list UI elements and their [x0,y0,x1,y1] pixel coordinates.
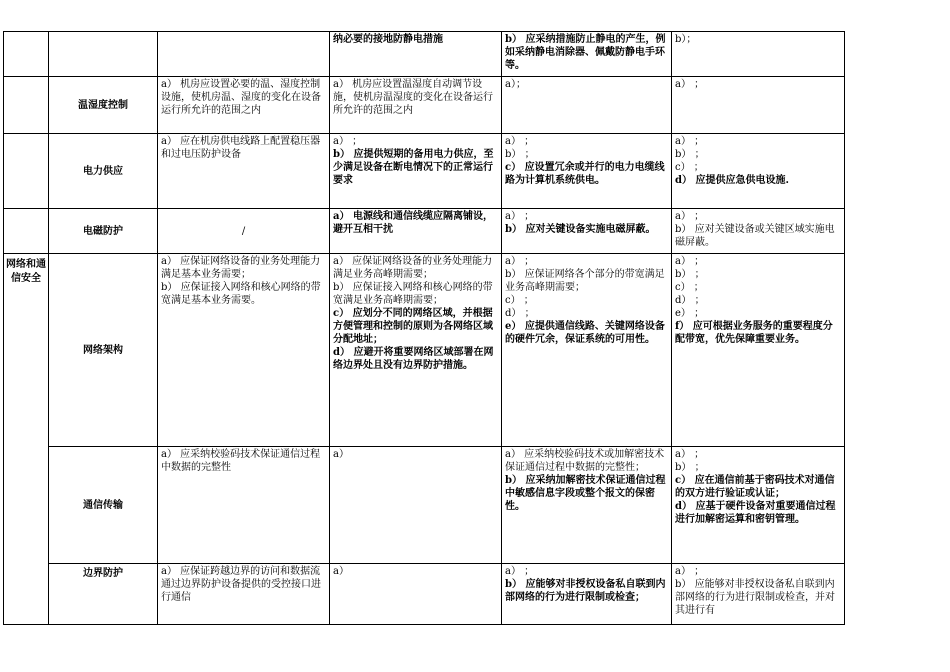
item-cell: 网络架构 [49,254,158,447]
level2-cell [330,254,502,447]
clause-text: d） 应提供应急供电设施. [675,175,789,186]
category-cell: 网络和通信安全 [4,254,49,625]
level4-cell [672,32,845,77]
clause-text: a） [333,566,349,577]
clause-text: b）； [675,34,697,45]
clause-text: d） 应避开将重要网络区域部署在网络边界处且没有边界防护措施。 [333,347,494,371]
level1-cell [158,254,330,447]
table-row [4,134,845,209]
table-row [4,254,845,447]
level3-cell [502,209,672,254]
level1-cell [158,564,330,625]
clause-text: c） 应在通信前基于密码技术对通信的双方进行验证或认证； [675,475,835,499]
table-row [4,32,845,77]
level4-cell [672,447,845,564]
clause-text: a） ； [505,211,535,222]
clause-text: d） 应基于硬件设备对重要通信过程进行加解密运算和密钥管理。 [675,501,836,525]
level2-cell [330,77,502,134]
table-row [4,209,845,254]
item-cell: 电磁防护 [49,209,158,254]
item-cell [49,32,158,77]
clause-text: d） ； [505,308,535,319]
clause-text: b） 应对关键设备或关键区域实施电磁屏蔽。 [675,224,835,248]
clause-text: a） ； [675,79,705,90]
clause-text: f） 应可根据业务服务的重要程度分配带宽，优先保障重要业务。 [675,321,833,345]
category-cell-empty [4,209,49,254]
category-cell-empty [4,77,49,134]
level1-cell [158,32,330,77]
clause-text: e） 应提供通信线路、关键网络设备的硬件冗余，保证系统的可用性。 [505,321,665,345]
clause-text: a） 机房应设置温湿度自动调节设施，使机房温湿度的变化在设备运行所允许的范围之内 [333,79,493,116]
clause-text: a） ； [505,136,535,147]
clause-text: a） ； [505,256,535,267]
level2-cell [330,447,502,564]
clause-text: c） ； [675,162,704,173]
level4-cell [672,254,845,447]
clause-text: a） 应保证网络设备的业务处理能力满足业务高峰期需要； [333,256,493,280]
clause-text: b） 应能够对非授权设备私自联到内部网络的行为进行限制或检查，并对其进行有 [675,579,835,616]
clause-text: a） ； [333,136,363,147]
level2-cell [330,564,502,625]
clause-text: a） 应保证网络设备的业务处理能力满足基本业务需要； [161,256,321,280]
level4-cell [672,77,845,134]
item-cell: 温湿度控制 [49,77,158,134]
level2-cell [330,134,502,209]
clause-text: a） ； [675,211,705,222]
clause-text: b） 应保证网络各个部分的带宽满足业务高峰期需要； [505,269,665,293]
level3-cell [502,447,672,564]
clause-text: c） ； [675,282,704,293]
table-row [4,447,845,564]
clause-text: a） 机房应设置必要的温、湿度控制设施，使机房温、湿度的变化在设备运行所允许的范围之内 [161,79,321,116]
item-cell: 边界防护 [49,564,158,625]
item-cell: 电力供应 [49,134,158,209]
clause-text: b） ； [675,462,705,473]
clause-text: c） ； [505,295,534,306]
level2-cell [330,32,502,77]
level3-cell [502,254,672,447]
security-requirements-table [3,31,845,625]
clause-text: c） 应设置冗余或并行的电力电缆线路为计算机系统供电。 [505,162,665,186]
level3-cell [502,77,672,134]
clause-text: b） 应对关键设备实施电磁屏蔽。 [505,224,656,235]
clause-text: a）； [505,79,526,90]
level4-cell [672,209,845,254]
clause-text: a） ； [675,566,705,577]
clause-text: d） ； [675,295,705,306]
level1-cell [158,209,330,254]
clause-text: e） ； [675,308,705,319]
clause-text: a） ； [675,136,705,147]
table-row [4,564,845,625]
clause-text: a） 电源线和通信线缆应隔离铺设，避开互相干扰 [333,211,493,235]
level3-cell [502,564,672,625]
level3-cell [502,32,672,77]
level1-cell [158,77,330,134]
clause-text: b） ； [505,149,535,160]
clause-text: b） ； [675,269,705,280]
clause-text: a） ； [675,449,705,460]
clause-text: a） 应采纳校验码技术或加解密技术保证通信过程中数据的完整性； [505,449,665,473]
item-cell: 通信传输 [49,447,158,564]
clause-text: b） 应能够对非授权设备私自联到内部网络的行为进行限制或检查； [505,579,666,603]
clause-text: 纳必要的接地防静电措施 [333,34,443,45]
level3-cell [502,134,672,209]
level1-cell [158,447,330,564]
clause-text: b） ； [675,149,705,160]
clause-text: b） 应采纳加解密技术保证通信过程中敏感信息字段或整个报文的保密性。 [505,475,666,512]
clause-text: a） [333,449,349,460]
clause-text: a） ； [675,256,705,267]
table-row [4,77,845,134]
clause-text: a） 应采纳校验码技术保证通信过程中数据的完整性 [161,449,321,473]
clause-text: / [241,225,246,237]
level4-cell [672,564,845,625]
clause-text: a） ； [505,566,535,577]
clause-text: a） 应保证跨越边界的访问和数据流通过边界防护设备提供的受控接口进行通信 [161,566,321,603]
clause-text: b） 应保证接入网络和核心网络的带宽满足业务高峰期需要； [333,282,493,306]
clause-text: b） 应提供短期的备用电力供应，至少满足设备在断电情况下的正常运行要求 [333,149,494,186]
category-cell-empty [4,32,49,77]
category-cell-empty [4,134,49,209]
level4-cell [672,134,845,209]
clause-text: b） 应采纳措施防止静电的产生，例如采纳静电消除器、佩戴防静电手环等。 [505,34,666,71]
clause-text: a） 应在机房供电线路上配置稳压器和过电压防护设备 [161,136,321,160]
level2-cell [330,209,502,254]
level1-cell [158,134,330,209]
clause-text: c） 应划分不同的网络区域，并根据方便管理和控制的原则为各网络区域分配地址； [333,308,493,345]
clause-text: b） 应保证接入网络和核心网络的带宽满足基本业务需要。 [161,282,321,306]
